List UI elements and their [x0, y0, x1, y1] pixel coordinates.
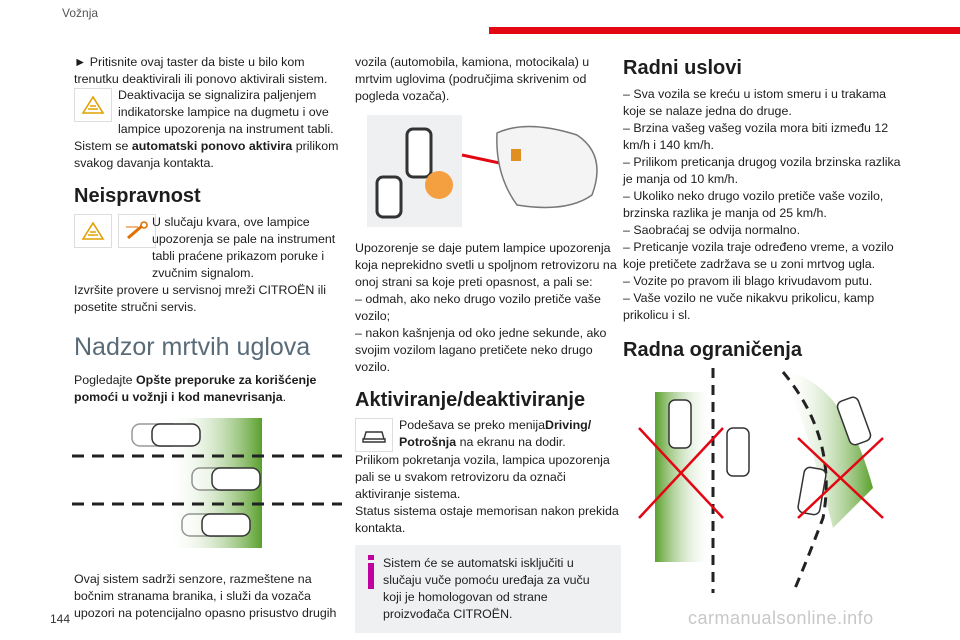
- section-title: Vožnja: [62, 6, 99, 20]
- paragraph: vozila (automobila, kamiona, motocikala) u mrtvim uglovima (područjima skrivenim od pogleda vozača).: [355, 55, 590, 103]
- paragraph: ► Pritisnite ovaj taster da biste u bilo kom trenutku deaktivirali ili ponovo aktivirali sistem.: [74, 55, 328, 86]
- heading-blind-spot: Nadzor mrtvih uglova: [74, 333, 311, 361]
- info-note: [355, 545, 621, 633]
- list-item: – Vaše vozilo ne vuče nikakvu prikolicu, kamp prikolicu i sl.: [623, 291, 875, 322]
- paragraph: Podešava se preko menijaDriving/ Potrošnja na ekranu na dodir.: [399, 418, 592, 449]
- list-item: – Saobraćaj se odvija normalno.: [623, 223, 801, 237]
- paragraph: – odmah, ako neko drugo vozilo pretiče vaše vozilo;: [355, 292, 601, 323]
- paragraph: U slučaju kvara, ove lampice upozorenja se pale na instrument tabli praćene prikazom poruke i zvučnim signalom.: [152, 215, 336, 280]
- paragraph: – nakon kašnjenja od oko jedne sekunde, ako svojim vozilom lagano pretičete neko drugo vozilo.: [355, 326, 607, 374]
- list-item: – Prilikom preticanja drugog vozila brzinska razlika je manja od 10 km/h.: [623, 155, 901, 186]
- heading-limitations: Radna ograničenja: [623, 339, 802, 361]
- warning-lamp-icon: [74, 214, 112, 248]
- column-2: [355, 54, 621, 633]
- paragraph: Deaktivacija se signalizira paljenjem indikatorske lampice na dugmetu i ove lampice upozorenja na instrument tabli.: [118, 88, 334, 136]
- icon-block: [355, 418, 621, 452]
- icon-block: [74, 88, 342, 138]
- car-icon: [355, 418, 393, 452]
- paragraph: Prilikom pokretanja vozila, lampica upozorenja pali se u svakom retrovizoru da označi aktiviranje sistema.: [355, 453, 610, 501]
- paragraph: Pogledajte Opšte preporuke za korišćenje pomoći u vožnji i kod manevrisanja.: [74, 373, 317, 404]
- heading-fault: Neispravnost: [74, 185, 201, 207]
- watermark: carmanualsonline.info: [688, 608, 874, 628]
- info-icon: [367, 555, 375, 623]
- paragraph: Status sistema ostaje memorisan nakon prekida kontakta.: [355, 504, 619, 535]
- paragraph: Ovaj sistem sadrži senzore, razmeštene na bočnim stranama branika, i služi da vozača upozori na potencijalno opasno prisustvo drugih: [74, 572, 337, 620]
- page-number: 144: [50, 612, 71, 626]
- wrench-icon: [118, 214, 156, 248]
- mirror-warning-illustration: [367, 115, 621, 232]
- list-item: – Preticanje vozila traje određeno vreme, a vozilo koje pretičete zadržava se u zoni mrtvog ugla.: [623, 240, 894, 271]
- limitations-illustration: [633, 368, 908, 598]
- heading-activation: Aktiviranje/deaktiviranje: [355, 389, 586, 411]
- heading-conditions: Radni uslovi: [623, 57, 742, 79]
- note-text: Sistem će se automatski isključiti u slučaju vuče pomoću uređaja za vuču koji je homologovan od strane proizvođača CITROËN.: [383, 556, 590, 621]
- paragraph: Upozorenje se daje putem lampice upozorenja koja neprekidno svetli u spoljnom retrovizoru na onoj strani sa koje preti opasnost, a pali se:: [355, 241, 617, 289]
- paragraph: Izvršite provere u servisnoj mreži CITROËN ili posetite stručni servis.: [74, 283, 326, 314]
- paragraph: Sistem se automatski ponovo aktivira prilikom svakog davanja kontakta.: [74, 139, 339, 170]
- blind-spot-lanes-illustration: [72, 416, 342, 561]
- header-accent-bar: [489, 27, 960, 34]
- column-1: [74, 54, 342, 622]
- list-item: – Vozite po pravom ili blago krivudavom putu.: [623, 274, 873, 288]
- column-3: [623, 54, 908, 598]
- list-item: – Brzina vašeg vašeg vozila mora biti između 12 km/h i 140 km/h.: [623, 121, 889, 152]
- list-item: – Ukoliko neko drugo vozilo pretiče vaše vozilo, brzinska razlika je manja od 25 km/h.: [623, 189, 884, 220]
- list-item: – Sva vozila se kreću u istom smeru i u trakama koje se nalaze jedna do druge.: [623, 87, 887, 118]
- warning-lamp-icon: [74, 88, 112, 122]
